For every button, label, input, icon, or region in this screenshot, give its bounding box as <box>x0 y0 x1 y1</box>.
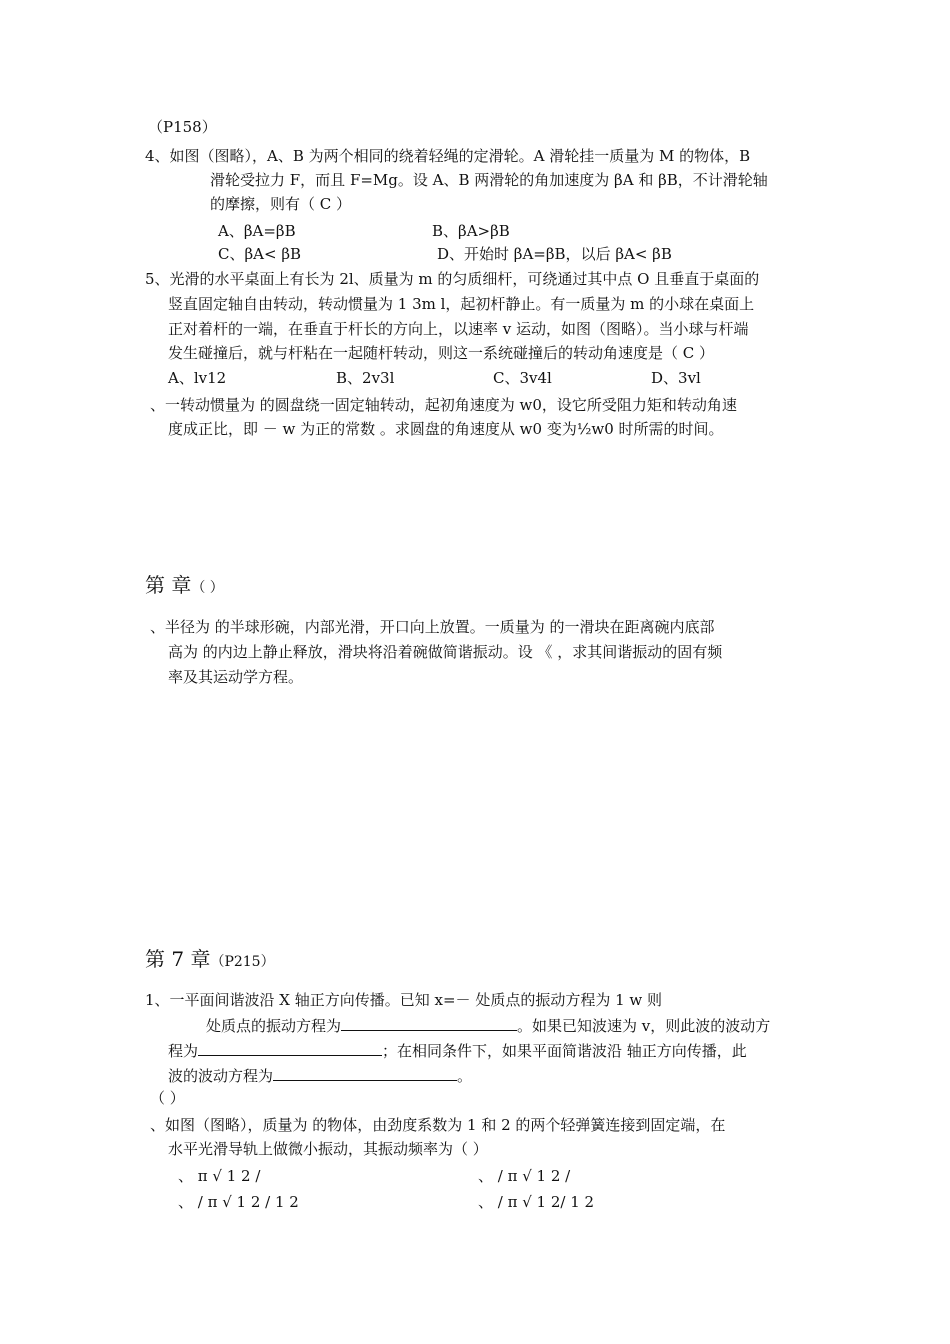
q4-line-2: 滑轮受拉力 F，而且 F=Mg。设 A、B 两滑轮的角加速度为 βA 和 βB，不计滑轮轴 <box>210 171 768 189</box>
q5-option-a: A、lv12 <box>168 369 227 387</box>
q7-1-line-2 <box>206 1015 770 1036</box>
q7-1-line-4-text-b: 。 <box>457 1067 473 1085</box>
q7-1-line-4 <box>168 1065 472 1086</box>
bowl-q-line-1: 、半径为 的半球形碗，内部光滑，开口向上放置。一质量为 的一滑块在距离碗内底部 <box>150 618 715 636</box>
q7-1-line-3-text-a: 程为 <box>168 1042 199 1060</box>
q4-option-a: A、βA=βB <box>218 222 296 240</box>
chapter-7-title: 第 7 章 <box>145 947 211 971</box>
q4-option-b: B、βA>βB <box>432 222 510 240</box>
chapter-title: 第 章 <box>145 573 192 597</box>
q5-option-c: C、3v4l <box>493 369 552 387</box>
q7-1-line-2-text-b: 。如果已知波速为 v，则此波的波动方 <box>517 1017 771 1035</box>
q7-1-line-3-text-b: ；在相同条件下，如果平面简谐波沿 轴正方向传播，此 <box>382 1042 747 1060</box>
q7-2-option-b: 、 / π √ 1 2 / <box>478 1167 571 1185</box>
q7-1-ref: （ ） <box>150 1089 185 1107</box>
page-ref-p158: （P158） <box>148 118 217 136</box>
q7-2-line-2: 水平光滑导轨上做微小振动，其振动频率为（ ） <box>168 1140 488 1158</box>
q7-2-option-a: 、 π √ 1 2 / <box>178 1167 261 1185</box>
q7-2-option-c: 、 / π √ 1 2 / 1 2 <box>178 1193 299 1211</box>
q4-option-d: D、开始时 βA=βB，以后 βA< βB <box>437 245 672 263</box>
q5-option-d: D、3vl <box>651 369 701 387</box>
q7-2-line-1: 、如图（图略），质量为 的物体，由劲度系数为 1 和 2 的两个轻弹簧连接到固定端，在 <box>150 1116 726 1134</box>
q7-1-line-2-text-a: 处质点的振动方程为 <box>206 1017 342 1035</box>
q7-2-option-d: 、 / π √ 1 2/ 1 2 <box>478 1193 595 1211</box>
q5-option-b: B、2v3l <box>336 369 395 387</box>
answer-blank-1[interactable] <box>341 1015 517 1031</box>
q5-line-4: 发生碰撞后，就与杆粘在一起随杆转动，则这一系统碰撞后的转动角速度是（ C ） <box>168 344 715 362</box>
bowl-q-line-3: 率及其运动学方程。 <box>168 668 304 686</box>
q4-option-c: C、βA< βB <box>218 245 302 263</box>
chapter-7-heading <box>145 946 275 975</box>
q5-line-2: 竖直固定轴自由转动，转动惯量为 1 3m l，起初杆静止。有一质量为 m 的小球在桌面上 <box>168 295 755 313</box>
bowl-q-line-2: 高为 的内边上静止释放，滑块将沿着碗做简谐振动。设 《 ，求其间谐振动的固有频 <box>168 643 723 661</box>
q5-line-3: 正对着杆的一端，在垂直于杆长的方向上，以速率 v 运动，如图（图略）。当小球与杆端 <box>168 320 749 338</box>
answer-blank-2[interactable] <box>198 1040 382 1056</box>
q4-line-3: 的摩擦，则有（ C ） <box>210 195 352 213</box>
q7-1-line-4-text-a: 波的波动方程为 <box>168 1067 274 1085</box>
chapter-ref: （ ） <box>191 580 224 596</box>
q7-1-line-3 <box>168 1040 747 1061</box>
q7-1-line-1: 1、一平面间谐波沿 X 轴正方向传播。已知 x=－ 处质点的振动方程为 1 w 则 <box>145 991 663 1009</box>
chapter-heading-blank <box>145 572 224 601</box>
chapter-7-ref: （P215） <box>210 954 275 970</box>
q6-line-1: 、一转动惯量为 的圆盘绕一固定轴转动，起初角速度为 w0，设它所受阻力矩和转动角速 <box>150 396 737 414</box>
answer-blank-3[interactable] <box>273 1065 457 1081</box>
q6-line-2: 度成正比，即 － w 为正的常数 。求圆盘的角速度从 w0 变为½w0 时所需的时间。 <box>168 420 724 438</box>
q5-line-1: 5、光滑的水平桌面上有长为 2l、质量为 m 的匀质细杆，可绕通过其中点 O 且垂直于桌面的 <box>145 270 760 288</box>
q4-line-1: 4、如图（图略），A、B 为两个相同的绕着轻绳的定滑轮。A 滑轮挂一质量为 M 的物体，B <box>145 147 751 165</box>
